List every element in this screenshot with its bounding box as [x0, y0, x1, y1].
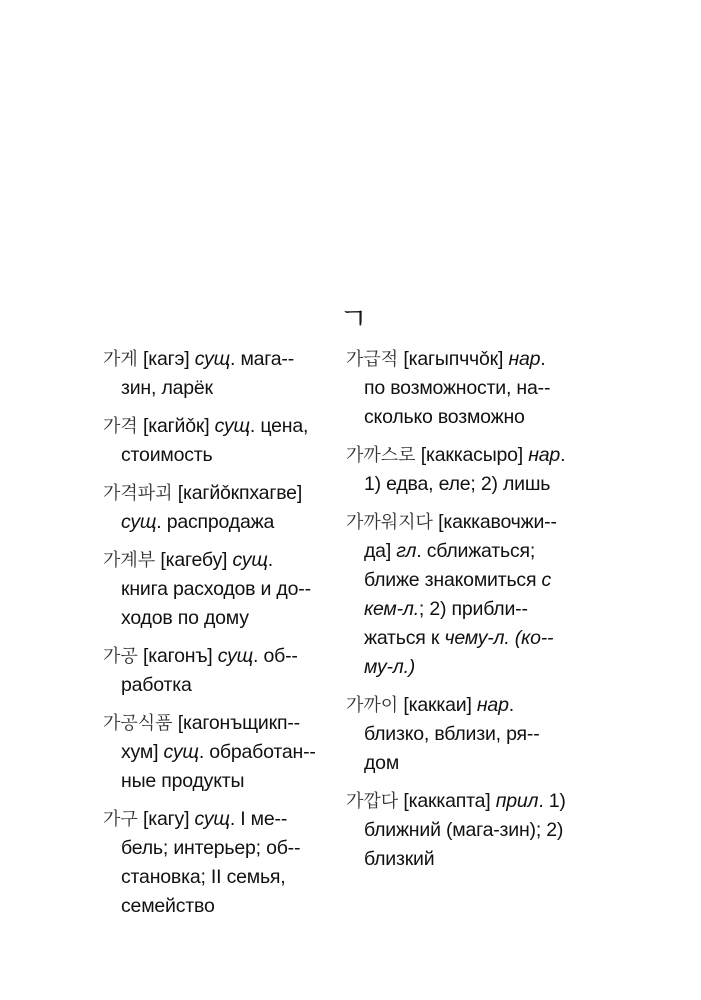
dictionary-entry	[103, 345, 317, 403]
dictionary-entry	[103, 546, 317, 633]
entry-text: . книга расходов и до-ходов по дому	[121, 549, 312, 629]
entry-text: [кагэ]	[137, 348, 195, 370]
grammar-label: сущ	[163, 741, 199, 763]
entry-text: . 1) едва, еле; 2) лишь	[364, 444, 566, 495]
dictionary-entry	[346, 345, 568, 432]
entry-text: . 1) ближний (мага-зин); 2) близкий	[364, 790, 566, 870]
dictionary-entry	[103, 709, 317, 796]
headword: 가까스로	[346, 445, 416, 466]
entry-text: ; 2) прибли-жаться к	[364, 598, 528, 649]
entry-text: . распродажа	[156, 511, 275, 533]
entry-text: . цена, стоимость	[121, 415, 309, 466]
grammar-label: нар	[476, 694, 509, 716]
entry-text: [кагебу]	[155, 549, 233, 571]
grammar-label: нар	[528, 444, 561, 466]
section-letter: ㄱ	[339, 302, 368, 337]
grammar-label: гл	[396, 540, 417, 562]
right-column	[346, 345, 568, 883]
dictionary-entry	[103, 805, 317, 921]
entry-text: [кагонъщикп-хум]	[121, 712, 301, 763]
grammar-label: сущ	[232, 549, 268, 571]
grammar-label: сущ	[121, 511, 157, 533]
grammar-label: сущ	[214, 415, 250, 437]
headword: 가급적	[346, 349, 399, 370]
headword: 가격파괴	[103, 483, 173, 504]
headword: 가공식품	[103, 713, 173, 734]
entry-text: . I ме-бель; интерьер; об-становка; II семья, семейство	[121, 808, 301, 917]
grammar-label: чему-л. (ко-му-л.)	[364, 627, 554, 678]
entry-text: . близко, вблизи, ря-дом	[364, 694, 540, 774]
headword: 가게	[103, 349, 138, 370]
headword: 가깝다	[346, 791, 399, 812]
entry-text: [каккасыро]	[415, 444, 529, 466]
dictionary-entry	[346, 508, 568, 682]
entry-text: [каккаи]	[398, 694, 477, 716]
entry-text: [кагонъ]	[137, 645, 218, 667]
headword: 가격	[103, 416, 138, 437]
dictionary-entry	[103, 412, 317, 470]
dictionary-entry	[103, 642, 317, 700]
grammar-label: сущ	[217, 645, 254, 667]
entry-text: [кагу]	[137, 808, 195, 830]
dictionary-entry	[346, 441, 568, 499]
headword: 가까워지다	[346, 512, 433, 533]
entry-text: [кагыпччǒк]	[398, 348, 509, 370]
entry-text: [кагйǒкпхагве]	[172, 482, 303, 504]
entry-text: . об-работка	[121, 645, 298, 696]
entry-text: . мага-зин, ларёк	[121, 348, 295, 399]
entry-text: [каккапта]	[398, 790, 496, 812]
entry-text: [кагйǒк]	[137, 415, 215, 437]
dictionary-entry	[346, 691, 568, 778]
dictionary-entry	[103, 479, 317, 537]
entry-text: [каккавочжи-да]	[364, 511, 557, 562]
grammar-label: сущ	[194, 348, 231, 370]
dictionary-entry	[346, 787, 568, 874]
headword: 가구	[103, 809, 138, 830]
entry-text: . обработан-ные продукты	[121, 741, 316, 792]
entry-text: . по возможности, на-сколько возможно	[364, 348, 551, 428]
left-column	[103, 345, 317, 930]
entry-text: . сближаться; ближе знакомиться	[364, 540, 542, 591]
headword: 가까이	[346, 695, 399, 716]
headword: 가공	[103, 646, 138, 667]
grammar-label: нар	[508, 348, 541, 370]
grammar-label: с кем-л.	[364, 569, 552, 620]
grammar-label: прил	[495, 790, 539, 812]
grammar-label: сущ	[194, 808, 230, 830]
headword: 가계부	[103, 550, 156, 571]
